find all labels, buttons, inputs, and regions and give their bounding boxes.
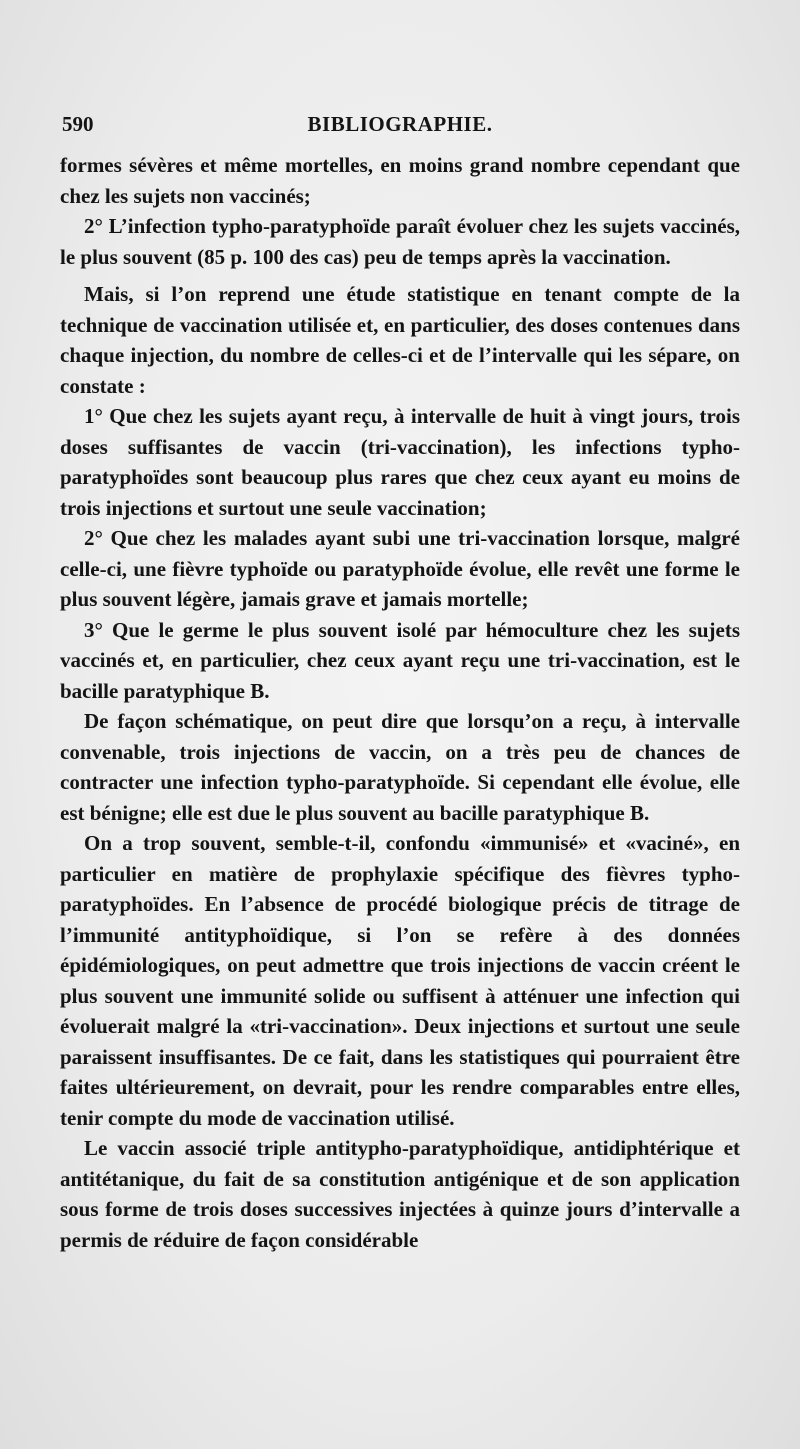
paragraph-triple-vaccine: Le vaccin associé triple antitypho-paratyphoïdique, antidiphtérique et antitétanique, du fait de sa constitution antigénique et de son application sous forme de trois doses successives injectées à quinze jours d’intervalle a permis de réduire de façon considérable: [60, 1136, 740, 1252]
body-text: [60, 150, 740, 1255]
paragraph-point-3-paratyphique-b: 3° Que le germe le plus souvent isolé par hémoculture chez les sujets vaccinés et, en particulier, chez ceux ayant reçu une tri-vaccination, est le bacille paratyphique B.: [60, 617, 740, 703]
paragraph-point-1-tri-vaccination: 1° Que chez les sujets ayant reçu, à intervalle de huit à vingt jours, trois doses suffisantes de vaccin (tri-vaccination), les infections typho-paratyphoïdes sont beaucoup plus rares que chez ceux ayant eu moins de trois injections et surtout une seule vaccination;: [60, 404, 740, 520]
paragraph-point-2-vaccines-timing: 2° L’infection typho-paratyphoïde paraît évoluer chez les sujets vaccinés, le plus souvent (85 p. 100 des cas) peu de temps après la vaccination.: [60, 214, 740, 269]
paragraph-continuation: formes sévères et même mortelles, en moins grand nombre cependant que chez les sujets non vaccinés;: [60, 153, 740, 208]
paragraph-statistical-study: Mais, si l’on reprend une étude statistique en tenant compte de la technique de vaccination utilisée et, en particulier, des doses contenues dans chaque injection, du nombre de celles-ci et de l’intervalle qui les sépare, on constate :: [60, 282, 740, 398]
page-number: 590: [62, 112, 94, 136]
running-head: [62, 112, 738, 142]
running-title: BIBLIOGRAPHIE.: [307, 112, 493, 136]
paragraph-point-2-mild-form: 2° Que chez les malades ayant subi une tri-vaccination lorsque, malgré celle-ci, une fièvre typhoïde ou paratyphoïde évolue, elle revêt une forme le plus souvent légère, jamais grave et jamais mortelle;: [60, 526, 740, 611]
paragraph-immunise-vs-vaccine: On a trop souvent, semble-t-il, confondu «immunisé» et «vaciné», en particulier en matière de prophylaxie spécifique des fièvres typho-paratyphoïdes. En l’absence de procédé biologique précis de titrage de l’immunité antityphoïdique, si l’on se refère à des données épidémiologiques, on peut admettre que trois injections de vaccin créent le plus souvent une immunité solide ou suffisent à atténuer une infection qui évoluerait malgré la «tri-vaccination». Deux injections et surtout une seule paraissent insuffisantes. De ce fait, dans les statistiques qui pourraient être faites ultérieurement, on devrait, pour les rendre comparables entre elles, tenir compte du mode de vaccination utilisé.: [60, 831, 740, 1130]
paragraph-schematic-summary: De façon schématique, on peut dire que lorsqu’on a reçu, à intervalle convenable, trois injections de vaccin, on a très peu de chances de contracter une infection typho-paratyphoïde. Si cependant elle évolue, elle est bénigne; elle est due le plus souvent au bacille paratyphique B.: [60, 709, 740, 825]
